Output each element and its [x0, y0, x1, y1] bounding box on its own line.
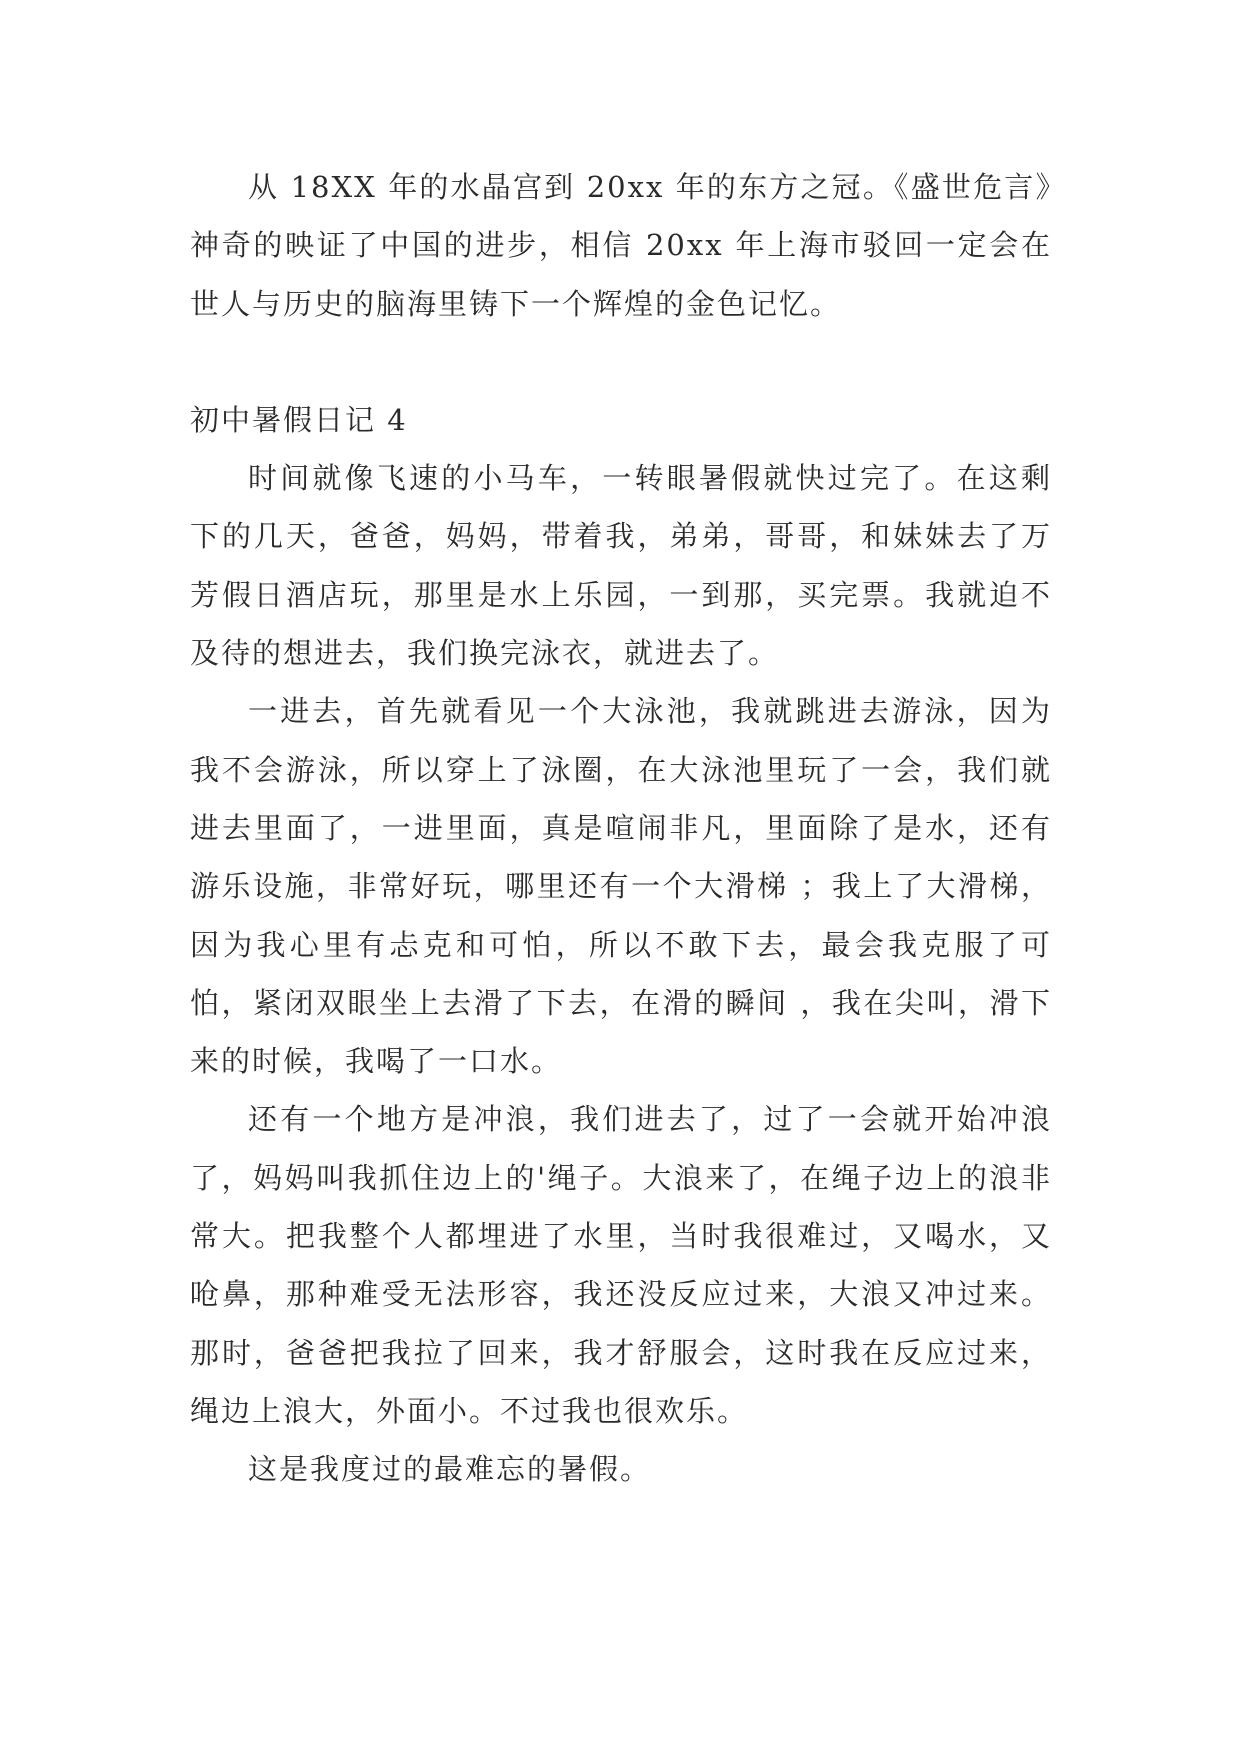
document-body	[190, 158, 1052, 1499]
paragraph-4: 这是我度过的最难忘的暑假。	[248, 1452, 652, 1487]
paragraph-2: 一进去，首先就看见一个大泳池，我就跳进去游泳，因为我不会游泳，所以穿上了泳圈，在大泳池里玩了一会，我们就进去里面了，一进里面，真是喧闹非凡，里面除了是水，还有游乐设施，非常好玩，哪里还有一个大滑梯 ；我上了大滑梯，因为我心里有忐克和可怕，所以不敢下去，最会我克服了可怕，紧闭双眼坐上去滑了下去，在滑的瞬间 ，我在尖叫，滑下来的时候，我喝了一口水。	[190, 694, 1052, 1079]
paragraph-1: 时间就像飞速的小马车，一转眼暑假就快过完了。在这剩下的几天，爸爸，妈妈，带着我，弟弟，哥哥，和妹妹去了万芳假日酒店玩，那里是水上乐园，一到那，买完票。我就迫不及待的想进去，我们换完泳衣，就进去了。	[190, 461, 1052, 671]
section-spacer	[190, 333, 1052, 391]
section-title: 初中暑假日记 4	[190, 402, 408, 437]
intro-paragraph: 从 18XX 年的水晶宫到 20xx 年的东方之冠。《盛世危言》神奇的映证了中国的进步，相信 20xx 年上海市驳回一定会在世人与历史的脑海里铸下一个辉煌的金色记忆。	[190, 170, 1052, 321]
paragraph-3: 还有一个地方是冲浪，我们进去了，过了一会就开始冲浪了，妈妈叫我抓住边上的'绳子。大浪来了，在绳子边上的浪非常大。把我整个人都埋进了水里，当时我很难过，又喝水，又呛鼻，那种难受无法形容，我还没反应过来，大浪又冲过来。那时，爸爸把我拉了回来，我才舒服会，这时我在反应过来，绳边上浪大，外面小。不过我也很欢乐。	[190, 1102, 1052, 1428]
